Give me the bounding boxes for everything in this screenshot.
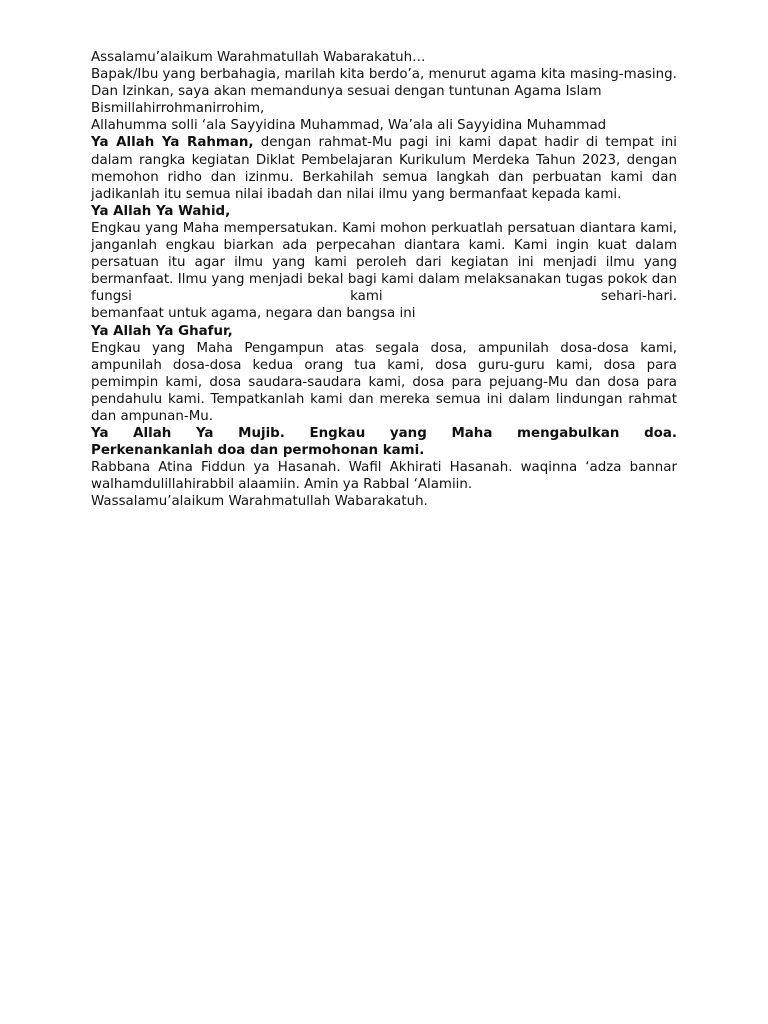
invitation-paragraph: Bapak/Ibu yang berbahagia, marilah kita berdo’a, menurut agama kita masing-masing. [91, 67, 677, 83]
mujib-line-2: Perkenankanlah doa dan permohonan kami. [91, 443, 425, 459]
ghafur-heading: Ya Allah Ya Ghafur, [91, 323, 233, 339]
wahid-heading: Ya Allah Ya Wahid, [91, 203, 231, 219]
wahid-paragraph: Engkau yang Maha mempersatukan. Kami mohon perkuatlah persatuan diantara kami, janganlah engkau biarkan ada perpecahan diantara kami. Kami ingin kuat dalam persatuan itu agar ilmu yang kami peroleh dari kegiatan ini menjadi ilmu yang bermanfaat. Ilmu yang menjadi bekal bagi kami dalam melaksanakan tugas pokok dan fungsi kami sehari-hari. [91, 220, 677, 305]
closing-prayer: Rabbana Atina Fiddun ya Hasanah. Wafil Akhirati Hasanah. waqinna ‘adza bannar walhamdulillahirabbil alaamiin. Amin ya Rabbal ‘Alamiin. [91, 460, 677, 493]
wahid-paragraph-tail: bemanfaat untuk agama, negara dan bangsa ini [91, 306, 416, 322]
greeting: Assalamu’alaikum Warahmatullah Wabarakatuh… [91, 50, 426, 65]
closing-greeting: Wassalamu’alaikum Warahmatullah Wabarakatuh. [91, 494, 428, 510]
shalawat-line: Allahumma solli ‘ala Sayyidina Muhammad, Wa’ala ali Sayyidina Muhammad [91, 118, 607, 134]
permission-paragraph: Dan Izinkan, saya akan memandunya sesuai dengan tuntunan Agama Islam [91, 84, 602, 100]
bismillah-line: Bismillahirrohmanirrohim, [91, 101, 265, 117]
rahman-heading: Ya Allah Ya Rahman, [91, 135, 254, 151]
document-body [91, 49, 677, 511]
ghafur-paragraph: Engkau yang Maha Pengampun atas segala dosa, ampunilah dosa-dosa kami, ampunilah dosa-dosa kedua orang tua kami, dosa guru-guru kami, dosa para pemimpin kami, dosa saudara-saudara kami, dosa para pejuang-Mu dan dosa para pendahulu kami. Tempatkanlah kami dan mereka semua ini dalam lindungan rahmat dan ampunan-Mu. [91, 340, 677, 424]
rahman-text: dengan rahmat-Mu pagi ini kami dapat hadir di tempat ini dalam rangka kegiatan Diklat Pembelajaran Kurikulum Merdeka Tahun 2023, dengan memohon ridho dan izinmu. Berkahilah semua langkah dan perbuatan kami dan jadikanlah itu semua nilai ibadah dan nilai ilmu yang bermanfaat kepada kami. [91, 135, 677, 202]
mujib-line-1: Ya Allah Ya Mujib. Engkau yang Maha mengabulkan doa. [91, 426, 677, 442]
rahman-paragraph [91, 134, 677, 202]
